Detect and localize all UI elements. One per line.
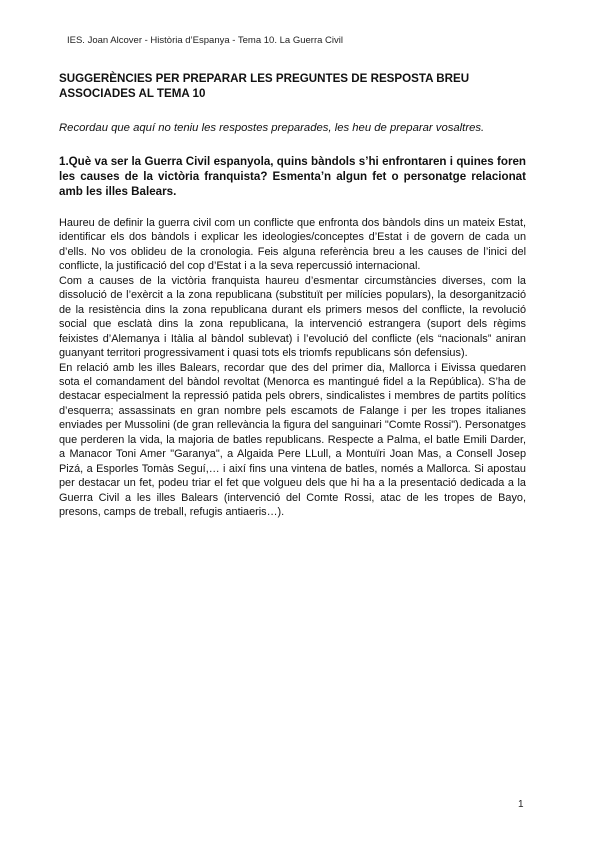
answer-body (59, 216, 526, 520)
document-title: SUGGERÈNCIES PER PREPARAR LES PREGUNTES DE RESPOSTA BREU ASSOCIADES AL TEMA 10 (59, 72, 470, 100)
page-number: 1 (518, 799, 524, 810)
body-paragraph: En relació amb les illes Balears, recordar que des del primer dia, Mallorca i Eivissa quedaren sota el comandament del bàndol revoltat (Menorca es mantingué fidel a la República). S’ha de destacar especialment la repressió patida pels obrers, sindicalistes i membres de partits polítics d’esquerra; assassinats en gran nombre pels escamots de Falange i per les tropes italianes enviades per Mussolini (de gran rellevància la figura del sanguinari "Comte Rossi"). Personatges que perderen la vida, la majoria de batles republicans. Respecte a Palma, el batle Emili Darder, a Manacor Toni Amer "Garanya", a Algaida Pere LLull, a Montuïri Joan Mas, a Consell Josep Pizá, a Esporles Tomàs Seguí,… i així fins una vintena de batles, només a Mallorca. Si apostau per destacar un fet, podeu triar el fet que volgueu dels que hi ha a la presentació dedicada a la Guerra Civil a les illes Balears (intervenció del Comte Rossi, atac de les tropes de Bayo, presons, camps de treball, refugis antiaeris…). (59, 361, 526, 519)
body-paragraph: Haureu de definir la guerra civil com un conflicte que enfronta dos bàndols dins un mateix Estat, identificar els dos bàndols i explicar les ideologies/conceptes d’Estat i de govern de cada un d’ells. No vos oblideu de la cronologia. Feis alguna referència breu a les causes de l’inici del conflicte, la justificació del cop d’Estat i a la seva repercussió internacional. (59, 217, 526, 273)
body-paragraph: Com a causes de la victòria franquista haureu d’esmentar circumstàncies diverses, com la dissolució de l’exèrcit a la zona republicana (substituït per milícies populars), la desorganització de la resistència dins la zona republicana durant els primers mesos del conflicte, la revolució social que esclatà dins la zona republicana, la intervenció estrangera (suport dels règims feixistes d’Alemanya i Itàlia al bàndol sublevat) i l’evolució del conflicte (els “nacionals” aniran guanyant territori progressivament i quasi tots els triomfs republicans són defensius). (59, 274, 526, 360)
question-heading: 1.Què va ser la Guerra Civil espanyola, quins bàndols s’hi enfrontaren i quines foren les causes de la victòria franquista? Esmenta’n algun fet o personatge relacionat amb les illes Balears. (59, 155, 526, 198)
running-header: IES. Joan Alcover - Història d’Espanya - Tema 10. La Guerra Civil (67, 35, 343, 46)
intro-note: Recordau que aquí no teniu les respostes preparades, les heu de preparar vosaltres. (59, 122, 485, 134)
